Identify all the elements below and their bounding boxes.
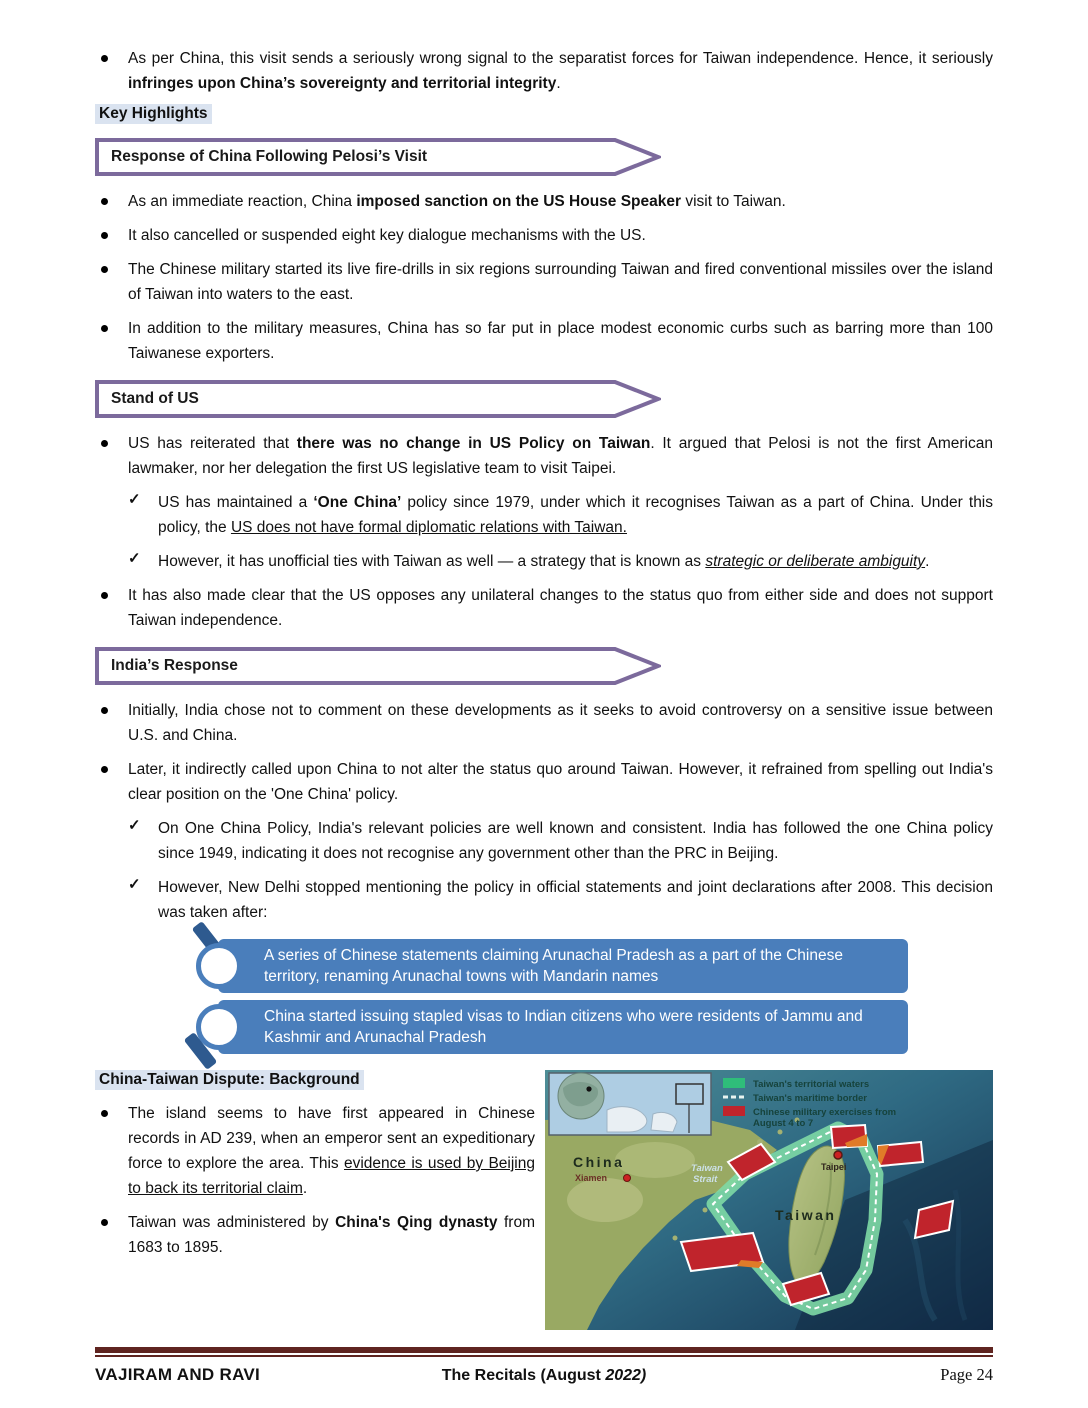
text-run: However, it has unofficial ties with Taiwan as well — a strategy that is known as xyxy=(158,553,706,570)
background-heading: China-Taiwan Dispute: Background xyxy=(95,1070,364,1090)
text-run-underline: evidence is used by Beijing to back its territorial claim xyxy=(128,1155,535,1197)
section-banner-china-response xyxy=(95,138,661,176)
text-run-underline: US does not have formal diplomatic relations with Taiwan. xyxy=(230,519,627,536)
text-run: The island seems to have first appeared in Chinese records in AD 239, when an emperor sent an expeditionary force to explore the area. This xyxy=(128,1105,535,1172)
paragraph xyxy=(128,189,993,214)
bullet-icon xyxy=(95,189,128,214)
legend-label: Chinese military exercises from xyxy=(753,1107,897,1118)
callout-item xyxy=(218,1000,908,1054)
bullet-icon xyxy=(95,431,128,481)
text-run: Taiwan was administered by xyxy=(128,1214,336,1231)
label-xiamen: Xiamen xyxy=(575,1173,608,1183)
text-run-bold: ‘One China’ xyxy=(313,494,402,511)
taipei-dot xyxy=(834,1151,842,1159)
taiwan-map xyxy=(545,1070,993,1330)
text-run-bold: imposed sanction on the US House Speaker xyxy=(356,193,682,210)
bullet-icon xyxy=(95,316,128,366)
list-item xyxy=(95,490,993,540)
paragraph: It has also made clear that the US opposes any unilateral changes to the status quo from either side and does not support Taiwan independence. xyxy=(128,587,993,629)
text-run: from 1683 to 1895. xyxy=(128,1214,535,1256)
paragraph xyxy=(128,46,993,96)
circle-marker-icon xyxy=(196,943,242,989)
footer xyxy=(95,1365,993,1385)
text-run: . It argued that Pelosi is not the first American lawmaker, nor her delegation the first US legislative team to visit Taipei. xyxy=(128,435,993,477)
legend-swatch-red xyxy=(723,1106,745,1116)
bullet-icon xyxy=(95,698,128,748)
list-item xyxy=(95,875,993,925)
list-item xyxy=(95,46,993,96)
paragraph: However, New Delhi stopped mentioning the policy in official statements and joint declarations after 2008. This decision was taken after: xyxy=(158,879,993,921)
text-run-bold: China's Qing dynasty xyxy=(335,1214,498,1231)
location-dot xyxy=(586,1086,591,1091)
text-run-italic: 2022) xyxy=(605,1367,647,1384)
text-run-bold: there was no change in US Policy on Taiwan xyxy=(296,435,651,452)
paragraph: On One China Policy, India's relevant policies are well known and consistent. India has followed the one China policy since 1949, indicating it does not recognise any government other than the PRC in Beijing. xyxy=(158,820,993,862)
paragraph: Later, it indirectly called upon China to not alter the status quo around Taiwan. However, it refrained from spelling out India's clear position on the 'One China' policy. xyxy=(128,761,993,803)
land-texture xyxy=(567,1178,643,1222)
coastal-island xyxy=(778,1130,783,1135)
list-item xyxy=(95,816,993,866)
list-item xyxy=(95,189,993,214)
check-icon: ✓ xyxy=(128,817,141,834)
label-taipei: Taipei xyxy=(821,1162,847,1172)
bullet-icon xyxy=(95,223,128,248)
footer-rule xyxy=(95,1347,993,1357)
paragraph xyxy=(128,431,993,481)
callout-list xyxy=(218,939,908,1054)
section-banner-us-stand xyxy=(95,380,661,418)
label-taiwan-strait: Taiwan xyxy=(691,1163,723,1174)
list-item xyxy=(95,223,993,248)
bullet-icon xyxy=(95,46,128,96)
text-run: US has reiterated that xyxy=(128,435,297,452)
xiamen-dot xyxy=(624,1175,631,1182)
text-run-bold: infringes upon China’s sovereignty and territorial integrity xyxy=(128,75,557,92)
text-run: As per China, this visit sends a seriously wrong signal to the separatist forces for Taiwan independence. Hence, it seriously xyxy=(128,50,993,67)
paragraph xyxy=(128,1210,535,1260)
paragraph: In addition to the military measures, China has so far put in place modest economic curbs such as barring more than 100 Taiwanese exporters. xyxy=(128,320,993,362)
bullet-icon xyxy=(95,583,128,633)
land-texture xyxy=(615,1142,695,1178)
banner-label: India’s Response xyxy=(111,657,238,674)
footer-page-number: Page 24 xyxy=(940,1365,993,1384)
key-highlights-row xyxy=(95,104,993,124)
bullet-icon xyxy=(95,757,128,807)
text-run: The Recitals (August xyxy=(441,1367,606,1384)
paragraph xyxy=(158,490,993,540)
text-run-italic-underline: strategic or deliberate ambiguity xyxy=(705,553,926,570)
check-icon: ✓ xyxy=(128,876,141,893)
text-run: As an immediate reaction, China xyxy=(128,193,357,210)
paragraph xyxy=(158,549,993,574)
key-highlights-heading: Key Highlights xyxy=(95,104,212,124)
section-banner-india-response xyxy=(95,647,661,685)
banner-label: Stand of US xyxy=(111,390,199,407)
legend-label: August 4 to 7 xyxy=(753,1118,814,1129)
text-run: US has maintained a xyxy=(158,494,314,511)
legend-label: Taiwan's maritime border xyxy=(753,1093,868,1104)
inset-locator-map xyxy=(549,1073,711,1135)
bullet-icon xyxy=(95,257,128,307)
label-china: China xyxy=(573,1154,625,1170)
check-icon: ✓ xyxy=(128,550,141,567)
callout-item xyxy=(218,939,908,993)
coastal-island xyxy=(703,1208,708,1213)
text-run: visit to Taiwan. xyxy=(681,193,786,210)
coastal-island xyxy=(673,1236,678,1241)
text-run: . xyxy=(925,553,930,570)
label-taiwan-strait: Strait xyxy=(693,1174,718,1185)
list-item xyxy=(95,431,993,481)
background-section xyxy=(95,1070,993,1335)
list-item xyxy=(95,1101,535,1201)
bullet-icon xyxy=(95,1210,128,1260)
list-item xyxy=(95,549,993,574)
footer-title xyxy=(442,1367,647,1385)
bullet-icon xyxy=(95,1101,128,1201)
text-run: . xyxy=(556,75,561,92)
list-item xyxy=(95,257,993,307)
list-item xyxy=(95,757,993,807)
paragraph: It also cancelled or suspended eight key dialogue mechanisms with the US. xyxy=(128,227,646,244)
list-item xyxy=(95,1210,535,1260)
paragraph: The Chinese military started its live fire-drills in six regions surrounding Taiwan and fired conventional missiles over the island of Taiwan into waters to the east. xyxy=(128,261,993,303)
label-taiwan: Taiwan xyxy=(775,1207,837,1223)
footer-org: VAJIRAM AND RAVI xyxy=(95,1365,261,1384)
banner-label: Response of China Following Pelosi’s Visit xyxy=(111,148,428,165)
list-item xyxy=(95,316,993,366)
paragraph: Initially, India chose not to comment on these developments as it seeks to avoid controversy on a sensitive issue between U.S. and China. xyxy=(128,702,993,744)
text-run: policy since 1979, under which it recognises Taiwan as a part of China. Under this policy, the xyxy=(158,494,994,536)
paragraph xyxy=(128,1101,535,1201)
legend-swatch-green xyxy=(723,1078,745,1088)
callout-text: China started issuing stapled visas to Indian citizens who were residents of Jammu and Kashmir and Arunachal Pradesh xyxy=(264,1008,863,1046)
text-run: . xyxy=(302,1180,308,1197)
list-item xyxy=(95,583,993,633)
legend-label: Taiwan's territorial waters xyxy=(753,1079,870,1090)
callout-text: A series of Chinese statements claiming Arunachal Pradesh as a part of the Chinese territory, renaming Arunachal towns with Mandarin names xyxy=(264,947,843,985)
background-text-column xyxy=(95,1070,535,1335)
map-column xyxy=(545,1070,993,1335)
list-item xyxy=(95,698,993,748)
check-icon: ✓ xyxy=(128,491,141,508)
